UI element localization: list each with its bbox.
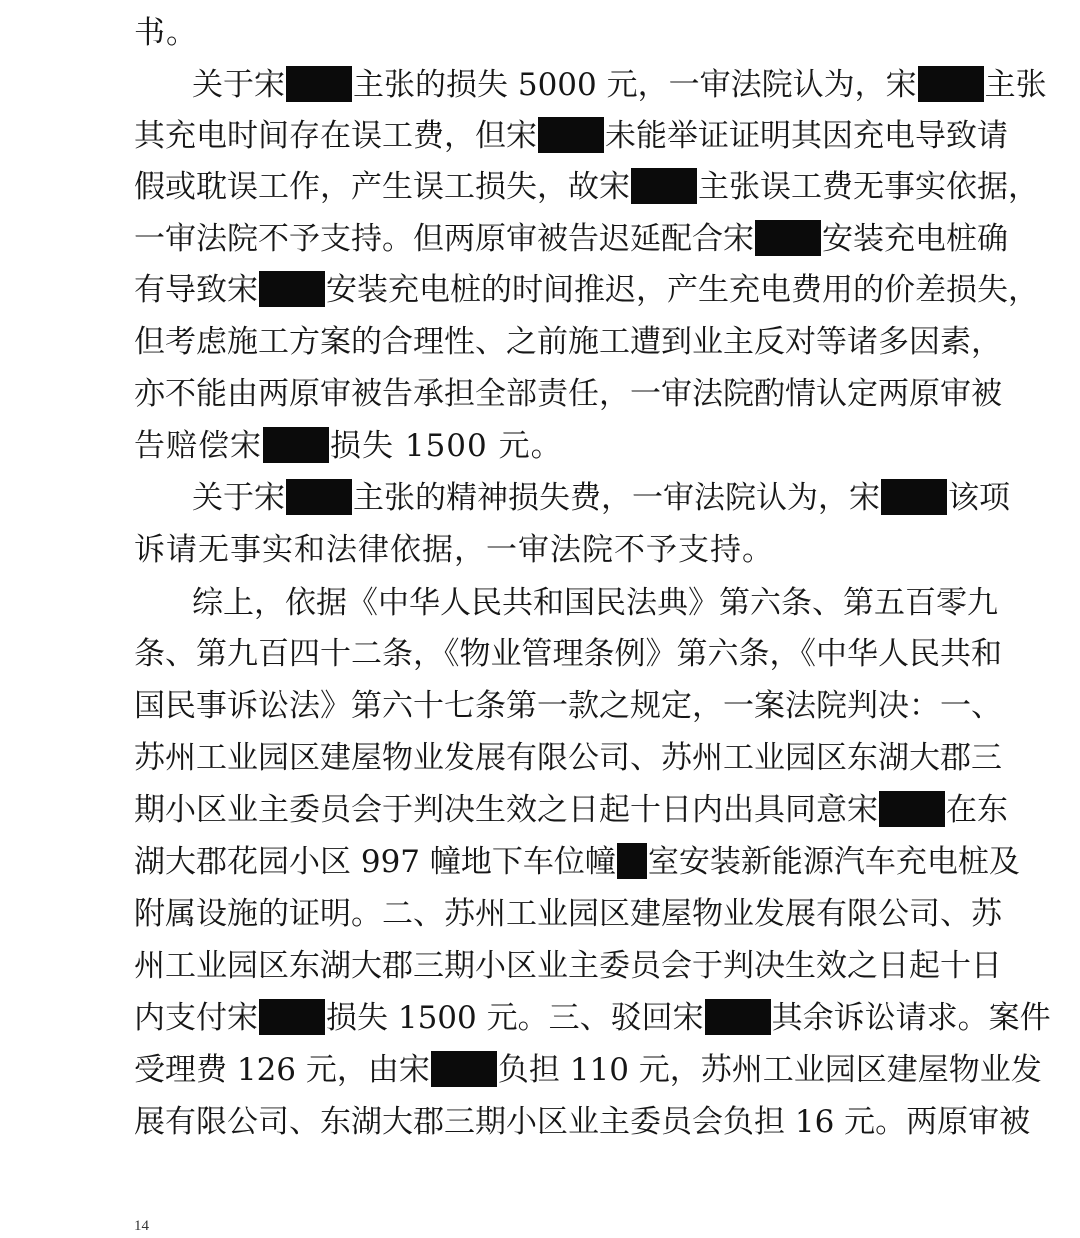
text-segment: 损失 1500 元。三、驳回宋: [326, 1000, 704, 1036]
redaction-block: [631, 168, 697, 204]
text-segment: 假或耽误工作，产生误工损失，故宋: [134, 169, 630, 205]
text-line: [192, 478, 1010, 518]
text-segment: 室安装新能源汽车充电桩及: [647, 844, 1020, 880]
text-line: [134, 686, 1002, 726]
text-line: [134, 998, 1051, 1038]
text-segment: 诉请无事实和法律依据，一审法院不予支持。: [134, 532, 774, 568]
text-line: [134, 738, 1002, 778]
redaction-block: [431, 1051, 497, 1087]
text-line: [134, 842, 1020, 882]
text-line: [134, 946, 1002, 986]
text-line: [134, 426, 970, 466]
text-segment: 条、第九百四十二条，《物业管理条例》第六条，《中华人民共和: [134, 636, 1002, 672]
text-segment: 告赔偿宋: [134, 428, 262, 464]
text-segment: 附属设施的证明。二、苏州工业园区建屋物业发展有限公司、苏: [134, 896, 1002, 932]
redaction-block: [705, 999, 771, 1035]
redaction-block: [286, 66, 352, 102]
text-line: [192, 65, 1047, 105]
redaction-block: [259, 271, 325, 307]
text-line: [134, 894, 1002, 934]
redaction-block: [286, 479, 352, 515]
text-line: [134, 13, 970, 53]
text-segment: 展有限公司、东湖大郡三期小区业主委员会负担 16 元。两原审被: [134, 1104, 1031, 1140]
redaction-block: [259, 999, 325, 1035]
text-segment: 湖大郡花园小区 997 幢地下车位幢: [134, 844, 616, 880]
text-segment: 损失 1500 元。: [330, 428, 563, 464]
redaction-block: [881, 479, 947, 515]
text-line: [134, 530, 970, 570]
text-segment: 主张的损失 5000 元，一审法院认为，宋: [353, 67, 917, 103]
text-segment: 关于宋: [192, 480, 285, 516]
text-segment: 该项: [948, 480, 1010, 516]
text-segment: 安装充电桩的时间推迟，产生充电费用的价差损失，: [326, 272, 1039, 308]
text-line: [134, 219, 1008, 259]
text-segment: 主张误工费无事实依据，: [698, 169, 1039, 205]
text-segment: 安装充电桩确: [822, 221, 1008, 257]
text-segment: 关于宋: [192, 67, 285, 103]
text-segment: 其余诉讼请求。案件: [771, 1000, 1051, 1036]
text-segment: 亦不能由两原审被告承担全部责任，一审法院酌情认定两原审被: [134, 376, 1002, 412]
text-segment: 州工业园区东湖大郡三期小区业主委员会于判决生效之日起十日: [134, 948, 1002, 984]
text-line: [134, 374, 1002, 414]
redaction-block: [263, 427, 329, 463]
redaction-block: [617, 843, 647, 879]
redaction-block: [538, 117, 604, 153]
text-segment: 但考虑施工方案的合理性、之前施工遭到业主反对等诸多因素，: [134, 324, 1002, 360]
text-segment: 其充电时间存在误工费，但宋: [134, 118, 537, 154]
text-segment: 负担 110 元，苏州工业园区建屋物业发: [497, 1052, 1042, 1088]
text-line: [134, 634, 1002, 674]
text-line: [134, 1102, 1031, 1142]
page-number: 14: [134, 1218, 149, 1234]
text-line: [192, 583, 998, 623]
text-line: [134, 322, 1002, 362]
text-segment: 受理费 126 元，由宋: [134, 1052, 430, 1088]
text-line: [134, 167, 1039, 207]
text-line: [134, 270, 1039, 310]
redaction-block: [918, 66, 984, 102]
text-segment: 综上，依据《中华人民共和国民法典》第六条、第五百零九: [192, 585, 998, 621]
text-segment: 国民事诉讼法》第六十七条第一款之规定，一案法院判决：一、: [134, 688, 1002, 724]
text-line: [134, 790, 1008, 830]
text-segment: 书。: [134, 15, 198, 51]
redaction-block: [879, 791, 945, 827]
text-segment: 一审法院不予支持。但两原审被告迟延配合宋: [134, 221, 754, 257]
text-segment: 内支付宋: [134, 1000, 258, 1036]
text-segment: 期小区业主委员会于判决生效之日起十日内出具同意宋: [134, 792, 878, 828]
text-segment: 主张: [984, 67, 1047, 103]
text-segment: 主张的精神损失费，一审法院认为，宋: [353, 480, 880, 516]
text-segment: 在东: [946, 792, 1008, 828]
text-line: [134, 116, 1008, 156]
redaction-block: [755, 220, 821, 256]
text-segment: 未能举证证明其因充电导致请: [605, 118, 1008, 154]
text-segment: 有导致宋: [134, 272, 258, 308]
text-line: [134, 1050, 1042, 1090]
text-segment: 苏州工业园区建屋物业发展有限公司、苏州工业园区东湖大郡三: [134, 740, 1002, 776]
